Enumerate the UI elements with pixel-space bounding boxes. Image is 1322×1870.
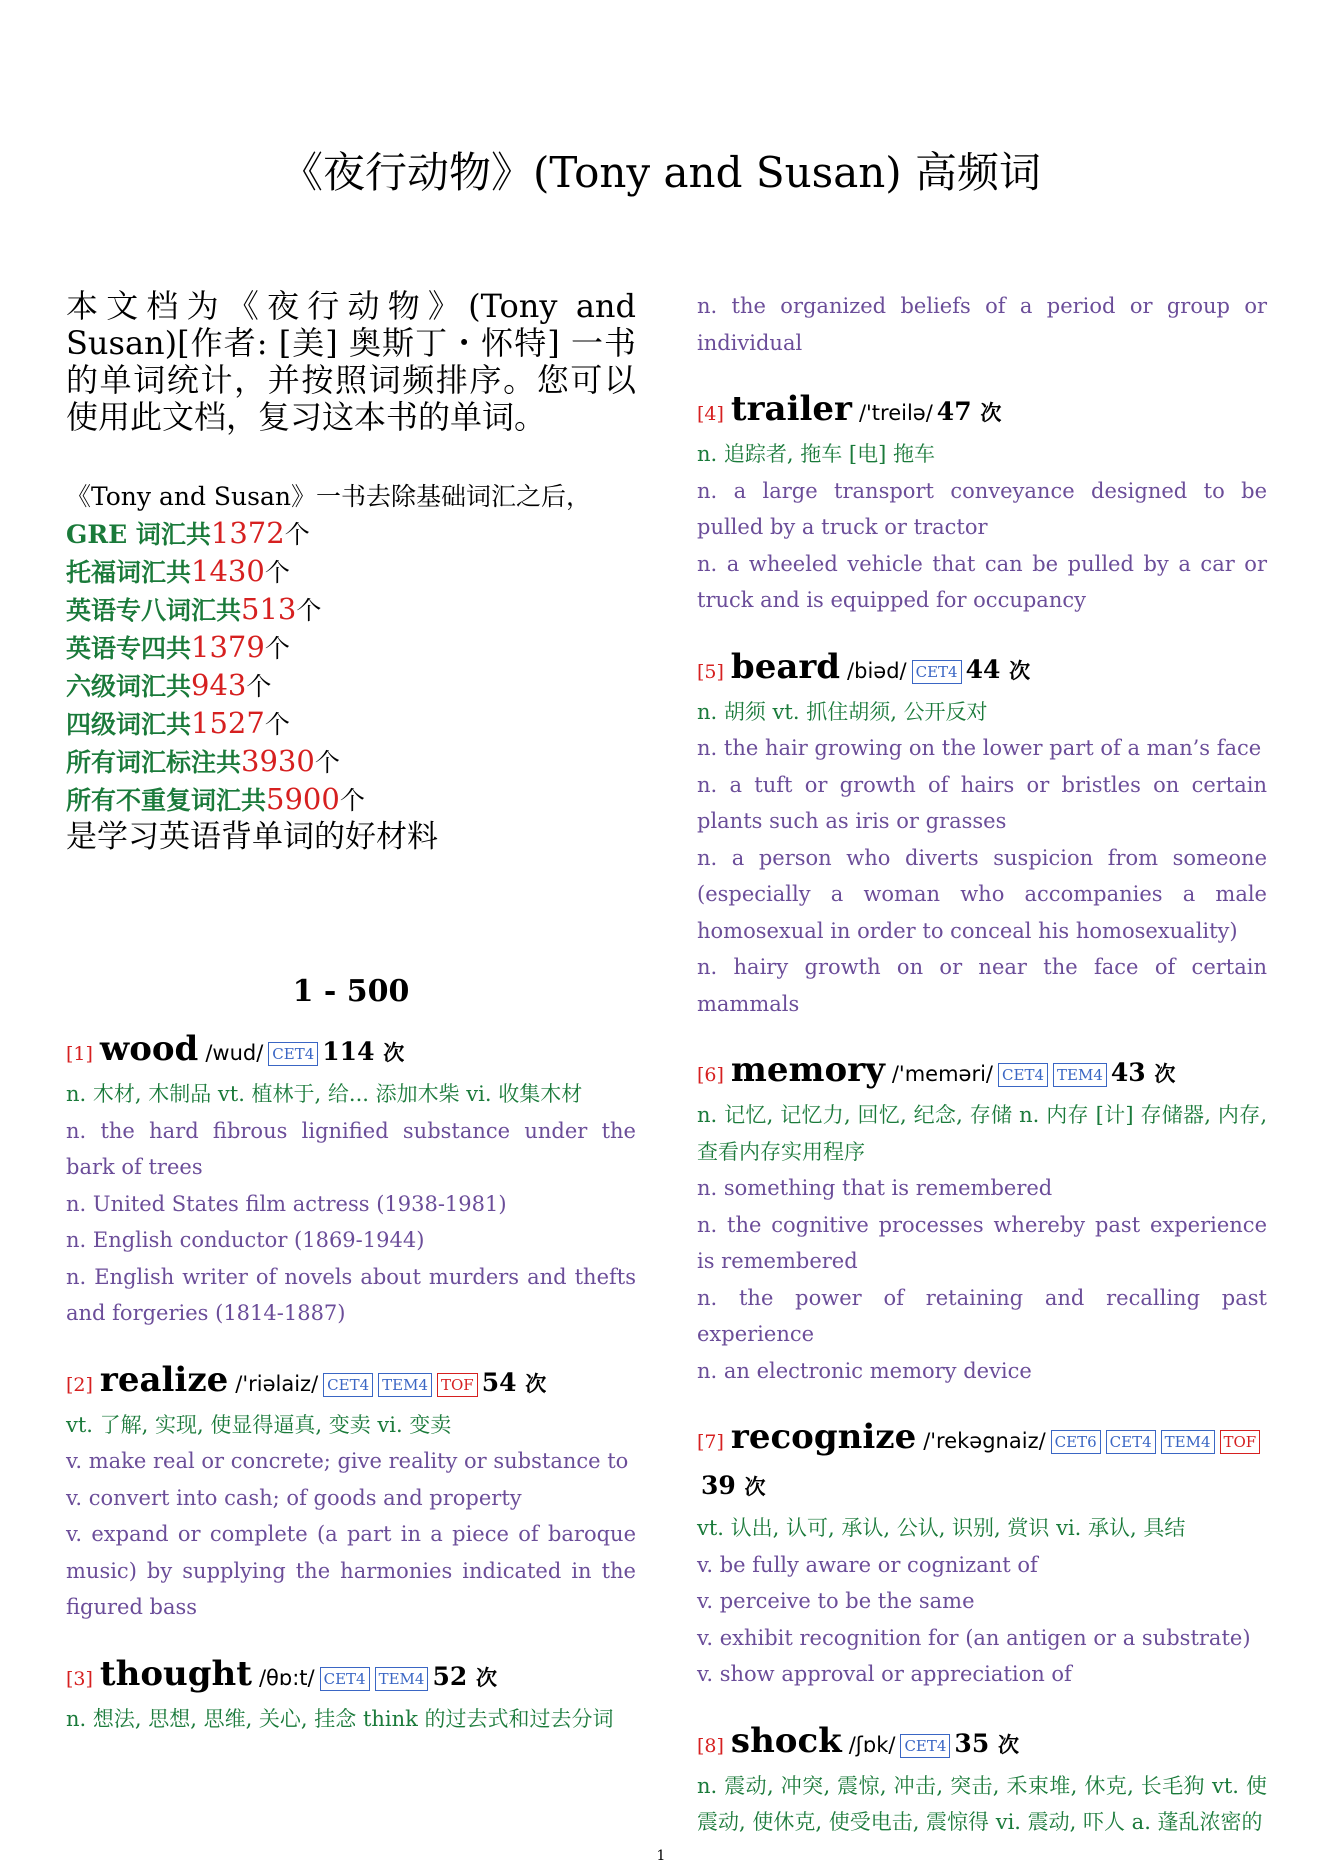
definition-en: v. convert into cash; of goods and property xyxy=(66,1485,522,1510)
stat-line xyxy=(66,705,636,743)
entry-count xyxy=(432,1662,497,1691)
count-unit: 次 xyxy=(1154,1061,1176,1086)
count-number: 47 xyxy=(936,397,972,426)
tag-tof: TOF xyxy=(437,1373,478,1397)
definition-en: n. a tuft or growth of hairs or bristles on certain plants such as iris or grasses xyxy=(697,772,1267,833)
definition-en: n. an electronic memory device xyxy=(697,1358,1032,1383)
left-column xyxy=(66,288,636,1763)
stat-line xyxy=(66,667,636,705)
entry-pronunciation: /wud/ xyxy=(205,1041,264,1065)
count-unit: 次 xyxy=(1009,657,1031,683)
definition-en: n. a large transport conveyance designed to be pulled by a truck or tractor xyxy=(697,478,1267,539)
entry-count xyxy=(1111,1058,1176,1087)
stat-line xyxy=(66,781,636,819)
stat-number: 1527 xyxy=(191,706,265,740)
count-unit: 次 xyxy=(997,1731,1019,1757)
stat-number: 1430 xyxy=(191,554,265,588)
stat-line xyxy=(66,591,636,629)
definition-en: n. the hair growing on the lower part of a man’s face xyxy=(697,736,1262,760)
entry-head xyxy=(66,1652,636,1701)
stat-label: 英语专四共 xyxy=(66,634,192,663)
stat-label: 六级词汇共 xyxy=(66,672,192,701)
definition-cn: n. 想法, 思想, 思维, 关心, 挂念 think 的过去式和过去分词 xyxy=(66,1706,614,1731)
tag-cet4: CET4 xyxy=(268,1042,318,1066)
entry-word: recognize xyxy=(730,1417,917,1457)
entries-left xyxy=(66,1027,636,1737)
tag-cet4: CET4 xyxy=(1106,1430,1156,1454)
stat-label: GRE 词汇共 xyxy=(66,520,211,549)
tag-cet4: CET4 xyxy=(900,1734,950,1758)
count-number: 54 xyxy=(481,1367,517,1397)
word-entry-thought xyxy=(66,1652,636,1738)
stat-line xyxy=(66,515,636,553)
stats-list xyxy=(66,515,636,819)
stat-unit: 个 xyxy=(264,710,290,739)
entry-count xyxy=(937,397,1002,426)
entry-word: shock xyxy=(730,1720,842,1761)
stat-unit: 个 xyxy=(264,634,290,663)
entry-index: [6] xyxy=(697,1064,724,1086)
entry-count xyxy=(701,1471,766,1500)
entry-head xyxy=(697,1048,1267,1097)
definition-en: n. something that is remembered xyxy=(697,1176,1053,1200)
tag-tof: TOF xyxy=(1220,1430,1261,1454)
word-entry-memory xyxy=(697,1048,1267,1389)
entry-count xyxy=(966,655,1031,684)
entry-count xyxy=(322,1037,404,1066)
count-unit: 次 xyxy=(980,400,1002,425)
stat-label: 所有不重复词汇共 xyxy=(66,786,267,815)
definition-cn: vt. 了解, 实现, 使显得逼真, 变卖 vi. 变卖 xyxy=(66,1412,452,1437)
definition-en: v. exhibit recognition for (an antigen or a substrate) xyxy=(697,1625,1251,1650)
entry-count xyxy=(482,1368,547,1397)
definition-en: n. the organized beliefs of a period or group or individual xyxy=(697,294,1267,355)
right-column xyxy=(697,288,1267,1867)
entry-head xyxy=(697,387,1267,436)
entry-word: trailer xyxy=(730,389,852,429)
entry-pronunciation: /'riəlaiz/ xyxy=(235,1371,319,1396)
definition-en: v. be fully aware or cognizant of xyxy=(697,1552,1038,1577)
entry-index: [5] xyxy=(697,660,724,683)
stats-intro: 《Tony and Susan》一书去除基础词汇之后， xyxy=(66,482,591,511)
word-entry-thought xyxy=(697,288,1267,361)
stats-block xyxy=(66,478,636,856)
stat-unit: 个 xyxy=(314,748,340,777)
word-entry-recognize xyxy=(697,1415,1267,1693)
entry-index: [3] xyxy=(66,1667,93,1690)
definition-en: v. expand or complete (a part in a piece of baroque music) by supplying the harmonies indicated in the figured bass xyxy=(66,1522,636,1619)
count-number: 39 xyxy=(701,1471,736,1500)
range-heading: 1 - 500 xyxy=(292,974,410,1009)
entry-pronunciation: /ʃɒk/ xyxy=(848,1732,896,1757)
tag-tem4: TEM4 xyxy=(375,1667,429,1691)
definition-cn: vt. 认出, 认可, 承认, 公认, 识别, 赏识 vi. 承认, 具结 xyxy=(697,1516,1186,1540)
count-number: 44 xyxy=(965,654,1001,684)
tag-cet6: CET6 xyxy=(1051,1430,1101,1454)
definition-en: n. United States film actress (1938-1981) xyxy=(66,1191,507,1216)
stat-number: 513 xyxy=(241,592,297,626)
tag-cet4: CET4 xyxy=(320,1667,370,1691)
entry-head xyxy=(697,1719,1267,1768)
count-unit: 次 xyxy=(383,1040,405,1065)
stats-final: 是学习英语背单词的好材料 xyxy=(66,819,438,855)
page-title: 《夜行动物》(Tony and Susan) 高频词 xyxy=(280,148,1042,197)
tag-tem4: TEM4 xyxy=(1053,1063,1107,1087)
definition-en: n. the hard fibrous lignified substance under the bark of trees xyxy=(66,1118,636,1179)
entry-word: memory xyxy=(730,1050,885,1090)
tag-cet4: CET4 xyxy=(323,1373,373,1397)
definition-en: v. make real or concrete; give reality or substance to xyxy=(66,1449,629,1473)
word-entry-trailer xyxy=(697,387,1267,619)
count-number: 43 xyxy=(1110,1058,1146,1087)
count-unit: 次 xyxy=(744,1474,766,1499)
entry-head xyxy=(697,645,1267,694)
word-entry-wood xyxy=(66,1027,636,1332)
tag-cet4: CET4 xyxy=(912,660,962,684)
stat-number: 943 xyxy=(191,668,247,702)
stat-label: 四级词汇共 xyxy=(66,710,192,739)
entry-word: thought xyxy=(99,1653,252,1694)
intro-paragraph: 本文档为《夜行动物》(Tony and Susan)[作者: [美] 奥斯丁・怀特] 一书的单词统计，并按照词频排序。您可以使用此文档，复习这本书的单词。 xyxy=(66,287,636,436)
count-number: 35 xyxy=(954,1728,990,1758)
tag-cet4: CET4 xyxy=(998,1063,1048,1087)
stat-unit: 个 xyxy=(339,786,365,815)
definition-en: n. hairy growth on or near the face of certain mammals xyxy=(697,955,1267,1016)
stat-unit: 个 xyxy=(246,672,272,701)
definition-cn: n. 震动, 冲突, 震惊, 冲击, 突击, 禾束堆, 休克, 长毛狗 vt. 使震动, 使休克, 使受电击, 震惊得 vi. 震动, 吓人 a. 蓬乱浓密的 xyxy=(697,1773,1267,1834)
entry-index: [7] xyxy=(697,1431,724,1453)
stat-line xyxy=(66,629,636,667)
definition-en: v. show approval or appreciation of xyxy=(697,1662,1072,1686)
entry-word: beard xyxy=(730,646,841,687)
word-entry-shock xyxy=(697,1719,1267,1841)
definition-en: n. a person who diverts suspicion from someone (especially a woman who accompanies a male homosexual in order to conceal his homosexuality) xyxy=(697,845,1267,943)
entry-head xyxy=(697,1415,1267,1510)
stat-number: 5900 xyxy=(266,782,340,816)
entry-pronunciation: /biəd/ xyxy=(847,658,907,683)
tag-tem4: TEM4 xyxy=(1161,1430,1215,1454)
definition-en: n. the cognitive processes whereby past experience is remembered xyxy=(697,1212,1267,1273)
word-entry-realize xyxy=(66,1358,636,1626)
stat-label: 托福词汇共 xyxy=(66,558,192,587)
stat-line xyxy=(66,743,636,781)
definition-en: v. perceive to be the same xyxy=(697,1589,975,1613)
definition-cn: n. 追踪者, 拖车 [电] 拖车 xyxy=(697,442,935,466)
entry-index: [8] xyxy=(697,1734,724,1757)
tag-tem4: TEM4 xyxy=(378,1373,432,1397)
entry-count xyxy=(954,1729,1019,1758)
entry-head xyxy=(66,1358,636,1407)
stat-unit: 个 xyxy=(264,558,290,587)
stat-unit: 个 xyxy=(284,520,310,549)
entry-pronunciation: /'meməri/ xyxy=(891,1062,994,1086)
definition-en: n. English writer of novels about murders and thefts and forgeries (1814-1887) xyxy=(66,1264,636,1325)
word-entry-beard xyxy=(697,645,1267,1023)
stat-label: 所有词汇标注共 xyxy=(66,748,242,777)
definition-cn: n. 记忆, 记忆力, 回忆, 纪念, 存储 n. 内存 [计] 存储器, 内存, 查看内存实用程序 xyxy=(697,1103,1267,1164)
entry-index: [1] xyxy=(66,1043,93,1065)
entry-head xyxy=(66,1027,636,1076)
stat-label: 英语专八词汇共 xyxy=(66,596,242,625)
stat-number: 1372 xyxy=(210,516,285,550)
definition-cn: n. 木材, 木制品 vt. 植林于, 给... 添加木柴 vi. 收集木材 xyxy=(66,1082,583,1106)
entries-right xyxy=(697,288,1267,1841)
entry-index: [4] xyxy=(697,403,724,425)
count-unit: 次 xyxy=(525,1370,547,1396)
count-unit: 次 xyxy=(475,1664,497,1690)
entry-pronunciation: /'rekəgnaiz/ xyxy=(923,1429,1046,1453)
count-number: 52 xyxy=(432,1661,468,1691)
count-number: 114 xyxy=(322,1037,375,1066)
definition-en: n. a wheeled vehicle that can be pulled by a car or truck and is equipped for occupancy xyxy=(697,551,1267,612)
stat-number: 3930 xyxy=(241,744,315,778)
definition-cn: n. 胡须 vt. 抓住胡须, 公开反对 xyxy=(697,699,988,724)
entry-index: [2] xyxy=(66,1373,93,1396)
definition-en: n. English conductor (1869-1944) xyxy=(66,1228,425,1252)
stat-line xyxy=(66,553,636,591)
page-number: 1 xyxy=(656,1848,666,1864)
entry-word: realize xyxy=(99,1359,229,1400)
stat-unit: 个 xyxy=(296,596,322,625)
entry-pronunciation: /θɒ:t/ xyxy=(258,1665,315,1690)
definition-en: n. the power of retaining and recalling past experience xyxy=(697,1285,1267,1346)
entry-word: wood xyxy=(99,1029,199,1069)
entry-pronunciation: /'treilə/ xyxy=(858,401,933,425)
stat-number: 1379 xyxy=(191,630,265,664)
